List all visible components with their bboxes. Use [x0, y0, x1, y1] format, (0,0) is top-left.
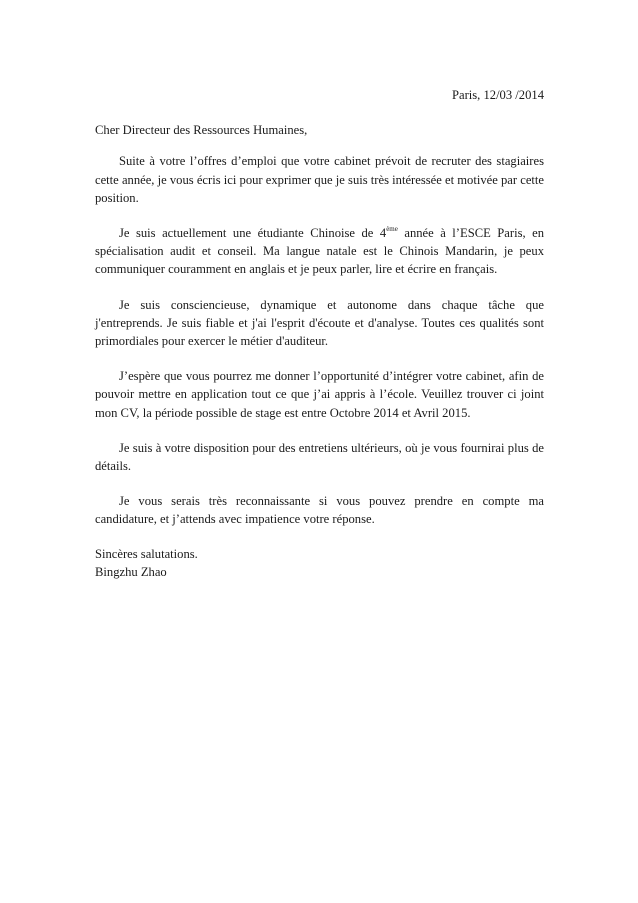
letter-date: Paris, 12/03 /2014 [451, 88, 544, 102]
paragraph-availability: Je suis à votre disposition pour des entretiens ultérieurs, où je vous fournirai plus de détails. [95, 440, 544, 474]
paragraph-studies-start: Je suis actuellement une étudiante Chinoise de 4 [119, 226, 387, 241]
letter-page [95, 86, 544, 581]
paragraph-thanks: Je vous serais très reconnaissante si vous pouvez prendre en compte ma candidature, et j’attends avec impatience votre réponse. [95, 494, 544, 527]
paragraph-studies [95, 224, 544, 279]
paragraph-opportunity: J’espère que vous pourrez me donner l’opportunité d’intégrer votre cabinet, afin de pouvoir mettre en application tout ce que j’ai appris à l’école. Veuillez trouver ci joint mon CV, la période possible de stage est entre Octobre 2014 et Avril 2015. [95, 369, 544, 420]
paragraph-qualities: Je suis consciencieuse, dynamique et autonome dans chaque tâche que j'entreprends. Je suis fiable et j'ai l'esprit d'écoute et d'analyse. Toutes ces qualités sont primordiales pour exercer le métier d'auditeur. [95, 297, 544, 349]
letter-closing: Sincères salutations. [95, 546, 198, 561]
ordinal-superscript: ème [386, 225, 398, 234]
letter-signature: Bingzhu Zhao [95, 564, 167, 579]
paragraph-studies-end: année à l’ESCE Paris, en spécialisation audit et conseil. Ma langue natale est le Chinois Mandarin, je peux communiquer couramment en anglais et je peux parler, lire et écrire en français. [95, 226, 545, 277]
paragraph-offer: Suite à votre l’offres d’emploi que votre cabinet prévoit de recruter des stagiaires cette année, je vous écris ici pour exprimer que je suis très intéressée et motivée par cette position. [95, 154, 544, 205]
letter-salutation: Cher Directeur des Ressources Humaines, [95, 123, 308, 138]
